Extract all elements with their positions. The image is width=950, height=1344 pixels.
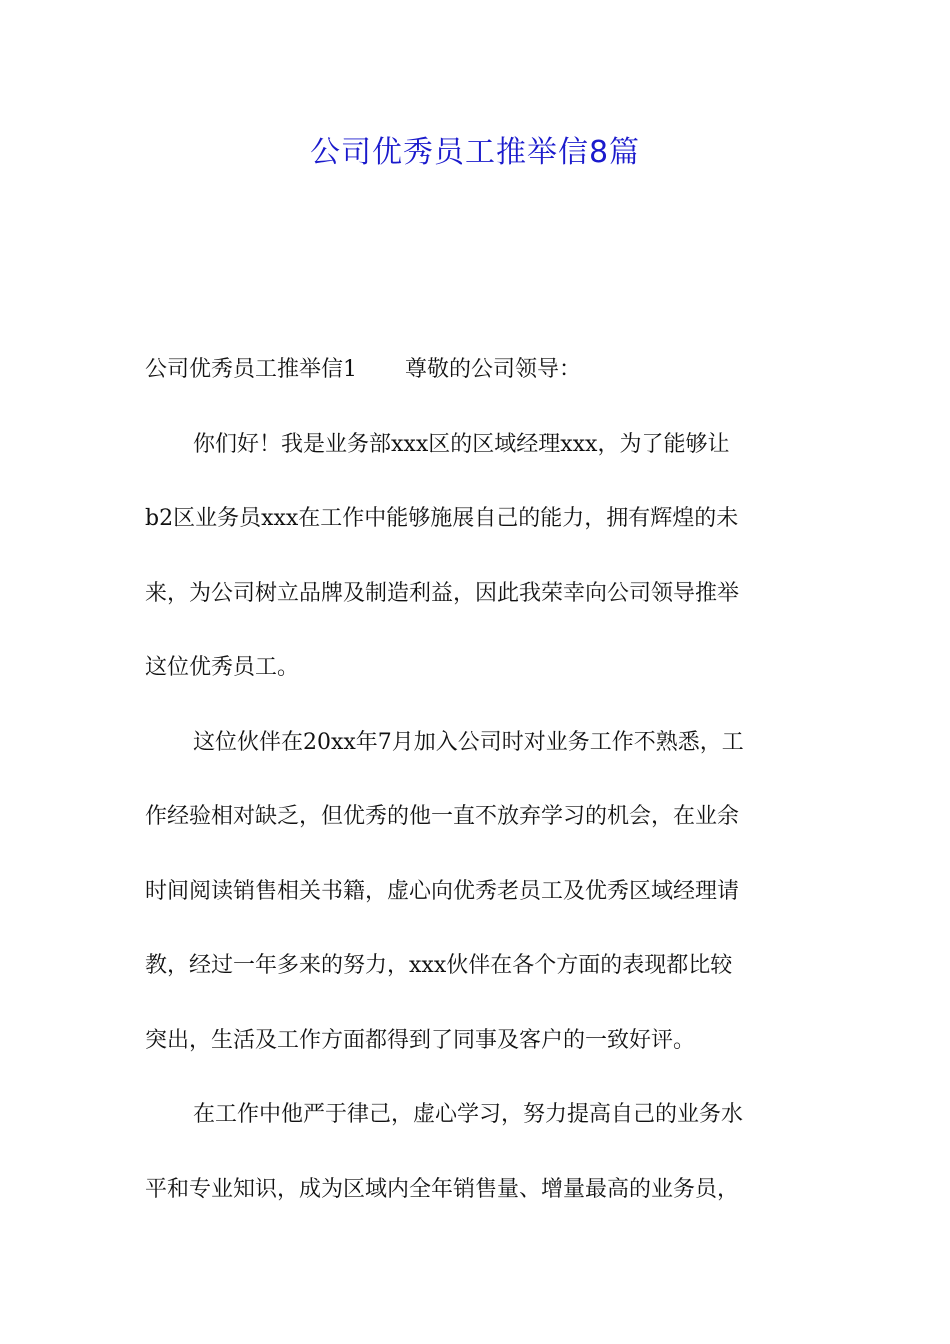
paragraph-line: 突出，生活及工作方面都得到了同事及客户的一致好评。 xyxy=(145,1027,696,1053)
document-title: 公司优秀员工推举信8篇 xyxy=(309,135,641,170)
paragraph-line: 你们好！我是业务部xxx区的区域经理xxx，为了能够让 xyxy=(193,431,730,457)
letter-heading-line xyxy=(145,333,810,408)
paragraph-line: 作经验相对缺乏，但优秀的他一直不放弃学习的机会，在业余 xyxy=(145,804,740,829)
paragraph-line: 这位伙伴在20xx年7月加入公司时对业务工作不熟悉，工 xyxy=(193,729,744,755)
paragraph-line: 在工作中他严于律己，虚心学习，努力提高自己的业务水 xyxy=(193,1102,744,1127)
paragraph-line: 时间阅读销售相关书籍，虚心向优秀老员工及优秀区域经理请 xyxy=(145,878,740,904)
paragraph-line: 平和专业知识，成为区域内全年销售量、增量最高的业务员， xyxy=(145,1176,740,1202)
letter-body xyxy=(145,333,810,1227)
paragraph-line: 来，为公司树立品牌及制造利益，因此我荣幸向公司领导推举 xyxy=(145,580,740,606)
paragraph-line: 这位优秀员工。 xyxy=(145,655,300,680)
paragraph-line: 教，经过一年多来的努力，xxx伙伴在各个方面的表现都比较 xyxy=(145,953,733,978)
letter-salutation: 尊敬的公司领导： xyxy=(405,357,582,382)
letter-heading-label: 公司优秀员工推举信1 xyxy=(145,357,357,382)
paragraph-line: b2区业务员xxx在工作中能够施展自己的能力，拥有辉煌的未 xyxy=(145,506,739,531)
